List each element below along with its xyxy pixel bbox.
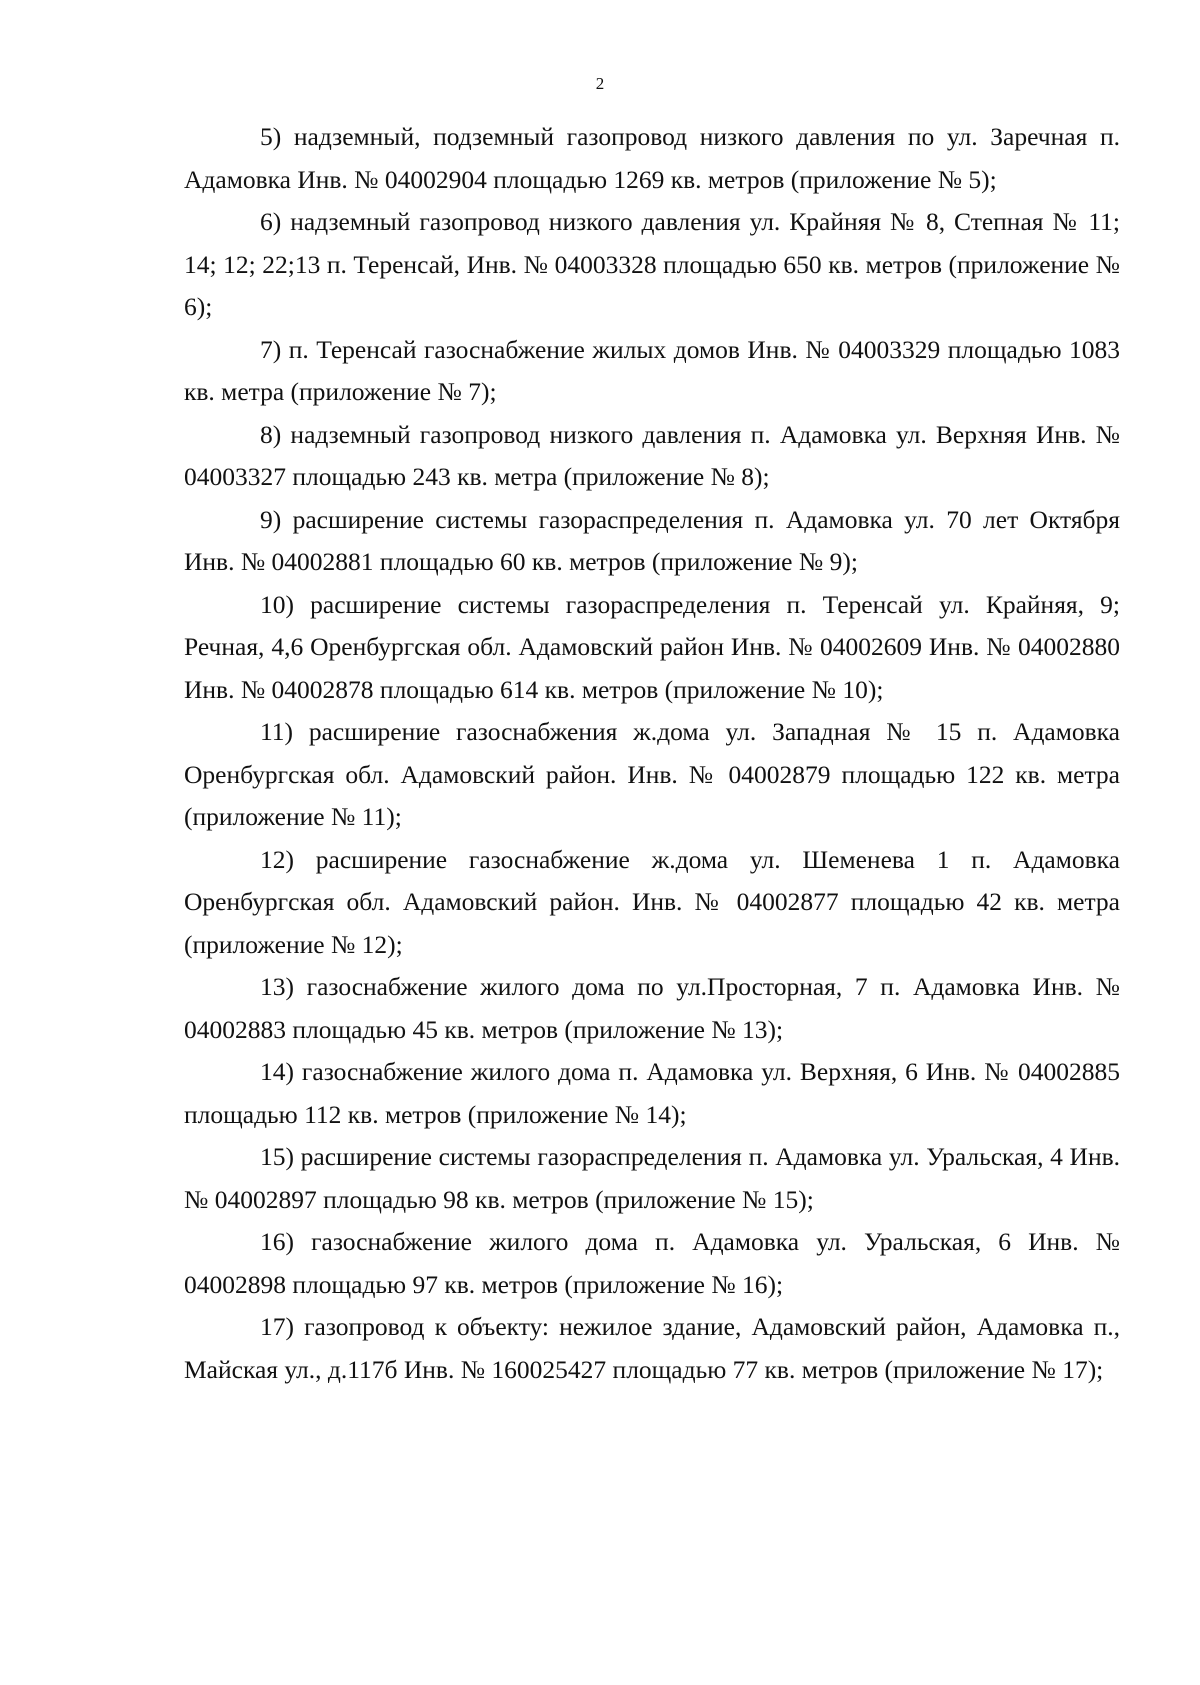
list-item: 8) надземный газопровод низкого давления п. Адамовка ул. Верхняя Инв. № 04003327 площадью 243 кв. метра (приложение № 8);: [184, 419, 1120, 491]
list-item: 7) п. Теренсай газоснабжение жилых домов Инв. № 04003329 площадью 1083 кв. метра (приложение № 7);: [184, 334, 1120, 406]
list-item: 17) газопровод к объекту: нежилое здание, Адамовский район, Адамовка п., Майская ул., д.117б Инв. № 160025427 площадью 77 кв. метров (приложение № 17);: [184, 1312, 1120, 1384]
list-item: 9) расширение системы газораспределения п. Адамовка ул. 70 лет Октября Инв. № 04002881 площадью 60 кв. метров (приложение № 9);: [184, 504, 1120, 576]
list-item: 16) газоснабжение жилого дома п. Адамовка ул. Уральская, 6 Инв. № 04002898 площадью 97 кв. метров (приложение № 16);: [184, 1227, 1120, 1299]
document-body: [184, 116, 1120, 1391]
list-item: 14) газоснабжение жилого дома п. Адамовка ул. Верхняя, 6 Инв. № 04002885 площадью 112 кв. метров (приложение № 14);: [184, 1057, 1120, 1129]
list-item: 11) расширение газоснабжения ж.дома ул. Западная № 15 п. Адамовка Оренбургская обл. Адамовский район. Инв. № 04002879 площадью 122 кв. метра (приложение № 11);: [184, 717, 1120, 831]
list-item: 10) расширение системы газораспределения п. Теренсай ул. Крайняя, 9; Речная, 4,6 Оренбургская обл. Адамовский район Инв. № 04002609 Инв. № 04002880 Инв. № 04002878 площадью 614 кв. метров (приложение № 10);: [184, 589, 1120, 704]
list-item: 12) расширение газоснабжение ж.дома ул. Шеменева 1 п. Адамовка Оренбургская обл. Адамовский район. Инв. № 04002877 площадью 42 кв. метра (приложение № 12);: [184, 844, 1120, 959]
list-item: 13) газоснабжение жилого дома по ул.Просторная, 7 п. Адамовка Инв. № 04002883 площадью 45 кв. метров (приложение № 13);: [184, 972, 1120, 1044]
list-item: 6) надземный газопровод низкого давления ул. Крайняя № 8, Степная № 11; 14; 12; 22;13 п. Теренсай, Инв. № 04003328 площадью 650 кв. метров (приложение № 6);: [184, 207, 1120, 321]
page-number: 2: [595, 74, 605, 93]
list-item: 5) надземный, подземный газопровод низкого давления по ул. Заречная п. Адамовка Инв. № 04002904 площадью 1269 кв. метров (приложение № 5);: [184, 122, 1120, 194]
list-item: 15) расширение системы газораспределения п. Адамовка ул. Уральская, 4 Инв. № 04002897 площадью 98 кв. метров (приложение № 15);: [184, 1142, 1120, 1214]
